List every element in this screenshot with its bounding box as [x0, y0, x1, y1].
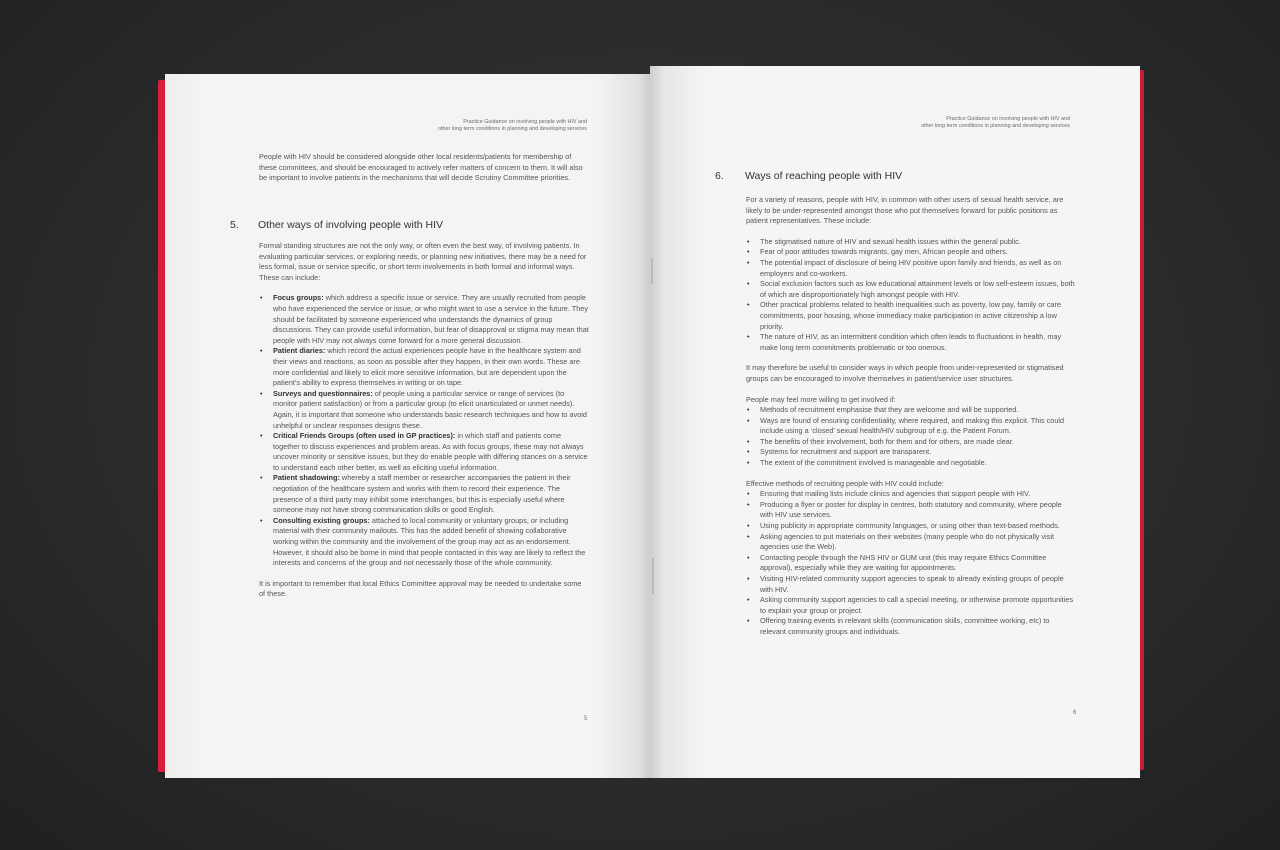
section-6-heading — [715, 170, 1035, 184]
section-number: 5. — [230, 219, 239, 231]
section-title: Ways of reaching people with HIV — [745, 170, 903, 182]
list-item: • The nature of HIV, as an intermittent condition which often leads to fluctuations in health, may make long term commitments problematic or too onerous. — [746, 332, 1076, 353]
item-text: of people using a particular service or range of services (to monitor patient satisfaction) or from a particular group (to elicit unarticulated or unmet needs). Again, it is important that someone who understands basic research techniques and how to avoid unhelpful or unclear responses designs these. — [273, 388, 587, 430]
item-term: Surveys and questionnaires: — [273, 388, 373, 398]
item-text: which record the actual experiences people have in the healthcare system and their views and reactions, as soon as possible after they happen, in their own words. These are more confidential and likely to elicit more sensitive information, but are dependent upon the patient’s ability to express themselves in writing or on tape. — [273, 346, 581, 388]
list-item: • Ways are found of ensuring confidentiality, where required, and making this explicit. This could include using a ‘closed’ sexual health/HIV subgroup of e.g. the Patient Forum. — [746, 416, 1076, 437]
willing-list — [746, 405, 1076, 469]
intro-paragraph — [259, 152, 589, 184]
running-head-line1: Practice Guidance on involving people with HIV and — [463, 119, 587, 125]
list-item: • Visiting HIV-related community support agencies to speak to already existing groups of people with HIV. — [746, 574, 1076, 595]
item-term: Patient shadowing: — [273, 473, 340, 483]
section-title: Other ways of involving people with HIV — [258, 219, 444, 231]
list-item: • Social exclusion factors such as low educational attainment levels or low self-esteem issues, both of which are disproportionately high amongst people with HIV. — [746, 279, 1076, 300]
item-text: in which staff and patients come together to discuss experiences and problem areas. As with focus groups, these may not always uncover minority or sensitive issues, but they do enable people with differing stances on a service to understand each other better, as well as eliciting useful information. — [273, 431, 588, 472]
list-item — [259, 389, 589, 431]
list-item: • The stigmatised nature of HIV and sexual health issues within the general public. — [746, 237, 1076, 248]
willing-intro: People may feel more willing to get involved if: — [746, 394, 896, 404]
item-term: Critical Friends Groups (often used in GP practices): — [273, 431, 456, 441]
list-item — [259, 431, 589, 473]
section-intro: Formal standing structures are not the only way, or often even the best way, of involving patients. In evaluating particular services, or exploring needs, or planning new initiatives, there may be a need for less formal, issue or service specific, or short term involvements in both formal and informal ways. These can include: — [259, 241, 587, 282]
list-item: • Other practical problems related to health inequalities such as poverty, low pay, family or care commitments, poor housing, whose immediacy make participation in active citizenship a low priority. — [746, 300, 1076, 332]
closing-paragraph: It is important to remember that local Ethics Committee approval may be needed to undertake some of these. — [259, 578, 582, 599]
staple-bottom — [652, 558, 654, 594]
section-6-body — [746, 195, 1076, 638]
list-item: • Contacting people through the NHS HIV or GUM unit (this may require Ethics Committee approval), especially while they are waiting for appointments. — [746, 553, 1076, 574]
running-head-line2: other long term conditions in planning and developing services — [921, 123, 1070, 129]
section-number: 6. — [715, 170, 724, 182]
list-item: • Systems for recruitment and support are transparent. — [746, 447, 1076, 458]
item-term: Focus groups: — [273, 293, 324, 303]
running-head-line2: other long term conditions in planning and developing services — [438, 126, 587, 132]
running-head-line1: Practice Guidance on involving people with HIV and — [946, 116, 1070, 122]
paragraph: It may therefore be useful to consider ways in which people from under-represented or stigmatised groups can be encouraged to involve themselves in patient/service user structures. — [746, 363, 1064, 383]
involvement-list — [259, 293, 589, 568]
list-item — [259, 346, 589, 388]
section-intro: For a variety of reasons, people with HIV, in common with other users of sexual health service, are likely to be under-represented amongst those who put themselves forward for public positions as patient representatives. These include: — [746, 195, 1064, 226]
item-text: whereby a staff member or researcher accompanies the patient in their negotiation of the healthcare system and works with them to record their experience. The presence of a third party may inhibit some interchanges, but this is especially useful where someone may not have strong communication skills or good English. — [273, 473, 571, 515]
list-item — [259, 473, 589, 515]
list-item: • Ensuring that mailing lists include clinics and agencies that support people with HIV. — [746, 489, 1076, 500]
page-number: 5 — [584, 716, 588, 722]
running-head — [830, 116, 1070, 130]
staple-top — [651, 258, 653, 284]
methods-list — [746, 489, 1076, 637]
reasons-list — [746, 237, 1076, 354]
list-item — [259, 293, 589, 346]
list-item: • Fear of poor attitudes towards migrants, gay men, African people and others. — [746, 247, 1076, 258]
intro-text: People with HIV should be considered alongside other local residents/patients for membership of these committees, and should be encouraged to actively refer matters of concern to them. It will also be important to involve patients in the mechanisms that will decide Scrutiny Committee priorities. — [259, 152, 583, 183]
right-page — [650, 66, 1140, 778]
list-item: • Using publicity in appropriate community languages, or using other than text-based methods. — [746, 521, 1076, 532]
list-item: • Asking community support agencies to call a special meeting, or otherwise promote opportunities to explain your group or project. — [746, 595, 1076, 616]
item-text: which address a specific issue or service. They are usually recruited from people who have experienced the service or issue, or who might want to use a service in the future. They should be facilitated by someone experienced who understands the dynamics of group discussions. They can provide useful information, but fear of disapproval or stigma may mean that people with HIV may not always come forward for a more general discussion. — [273, 293, 589, 345]
running-head — [347, 119, 587, 133]
list-item — [259, 516, 589, 569]
list-item: • The benefits of their involvement, both for them and for others, are made clear. — [746, 437, 1076, 448]
section-5-heading — [230, 219, 530, 233]
list-item: • The extent of the commitment involved is manageable and negotiable. — [746, 458, 1076, 469]
item-term: Consulting existing groups: — [273, 515, 370, 525]
list-item: • Offering training events in relevant skills (communication skills, committee working, etc) to relevant community groups and individuals. — [746, 616, 1076, 637]
list-item: • Methods of recruitment emphasise that they are welcome and will be supported. — [746, 405, 1076, 416]
left-page — [165, 74, 653, 778]
page-number: 6 — [1073, 710, 1077, 716]
list-item: • Asking agencies to put materials on their websites (many people who do not physically visit agencies use the Web). — [746, 532, 1076, 553]
methods-intro: Effective methods of recruiting people with HIV could include: — [746, 478, 944, 488]
list-item: • The potential impact of disclosure of being HIV positive upon family and friends, as well as on employers and co-workers. — [746, 258, 1076, 279]
list-item: • Producing a flyer or poster for display in centres, both statutory and community, where people with HIV use services. — [746, 500, 1076, 521]
item-term: Patient diaries: — [273, 346, 326, 356]
section-5-body — [259, 241, 589, 600]
item-text: attached to local community or voluntary groups, or including material with their community mailouts. This has the added benefit of showing collaborative working within the community and the involvement of the group may act as an endorsement. However, it should also be borne in mind that people contacted in this way are likely to reflect the interests and concerns of the group and not necessarily those of the whole community. — [273, 515, 586, 568]
